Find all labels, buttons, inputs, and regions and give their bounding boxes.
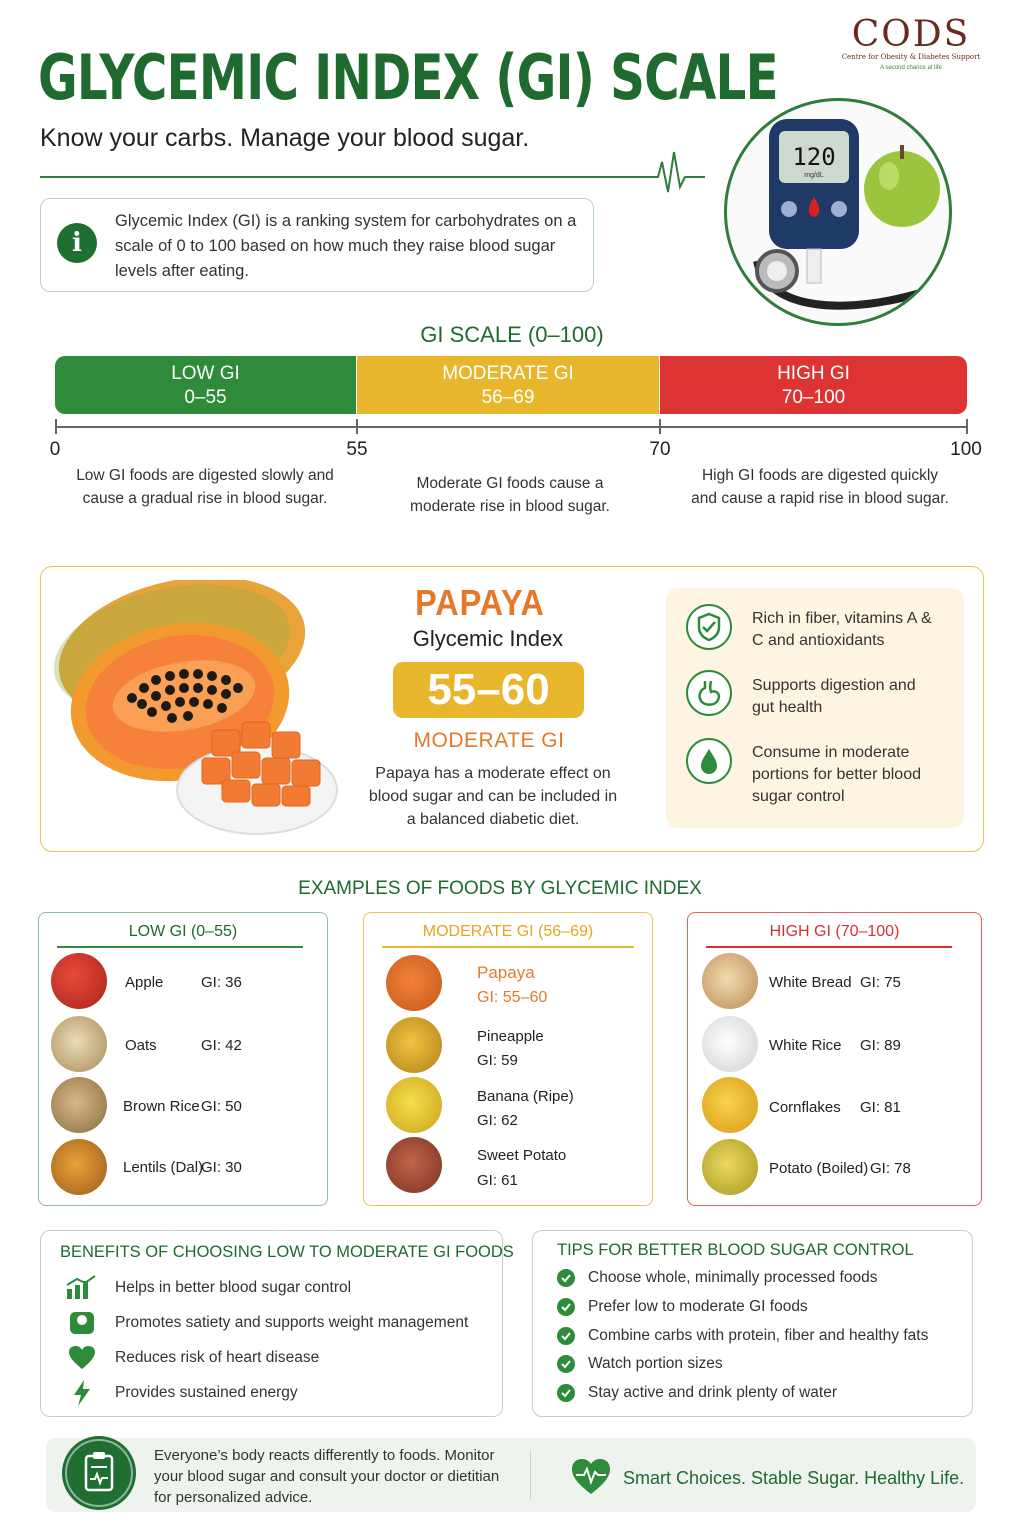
food-gi: GI: 50	[201, 1098, 242, 1115]
stomach-icon	[686, 670, 732, 716]
lightning-icon	[72, 1379, 92, 1407]
papaya-icon	[386, 955, 442, 1011]
divider	[530, 1450, 531, 1500]
scale-title: GI SCALE (0–100)	[420, 322, 604, 347]
scale-segment-low	[55, 356, 356, 414]
segment-range: 0–55	[184, 387, 227, 408]
logo-name: CODS	[851, 14, 971, 55]
divider	[706, 946, 952, 948]
food-name: Papaya	[477, 963, 535, 982]
card-title: MODERATE GI (56–69)	[422, 923, 594, 940]
axis-tick	[356, 419, 358, 434]
divider	[382, 946, 634, 948]
tip-text: Stay active and drink plenty of water	[588, 1384, 837, 1401]
papaya-benefit-text: Supports digestion and gut health	[752, 677, 916, 716]
papaya-gi-label: Glycemic Index	[412, 626, 564, 651]
benefit-text: Provides sustained energy	[115, 1384, 298, 1401]
tip-text: Prefer low to moderate GI foods	[588, 1298, 808, 1315]
page-subtitle: Know your carbs. Manage your blood sugar.	[40, 124, 530, 152]
tip-text: Choose whole, minimally processed foods	[588, 1269, 878, 1286]
cods-logo	[836, 14, 986, 71]
divider	[57, 946, 303, 948]
high-gi-foods-card	[687, 912, 982, 1206]
heartbeat-divider	[40, 140, 705, 196]
papaya-illustration	[52, 580, 352, 842]
food-gi: GI: 59	[477, 1052, 518, 1069]
scale-icon	[68, 1310, 96, 1336]
food-name: White Rice	[769, 1037, 842, 1054]
shield-check-icon	[686, 604, 732, 650]
white-rice-icon	[702, 1016, 758, 1072]
food-name: Apple	[125, 974, 164, 991]
food-name: Potato (Boiled)	[769, 1160, 869, 1177]
chart-icon	[65, 1275, 99, 1301]
segment-label: LOW GI	[171, 363, 240, 384]
gi-definition-text: Glycemic Index (GI) is a ranking system for carbohydrates on a scale of 0 to 100 based on how much they raise blood sugar levels after eating.	[115, 212, 577, 280]
food-name: Brown Rice	[123, 1098, 200, 1115]
papaya-benefit-text: Rich in fiber, vitamins A & C and antioxidants	[752, 610, 932, 649]
axis-tick-label: 100	[950, 439, 982, 460]
food-gi: GI: 61	[477, 1172, 518, 1189]
moderate-gi-description: Moderate GI foods cause a moderate rise in blood sugar.	[410, 475, 610, 515]
segment-label: MODERATE GI	[442, 363, 574, 384]
oats-icon	[51, 1016, 107, 1072]
papaya-gi-value: 55–60	[393, 662, 584, 718]
food-gi: GI: 42	[201, 1037, 242, 1054]
food-gi: GI: 55–60	[477, 989, 548, 1006]
low-gi-foods-card	[38, 912, 328, 1206]
info-icon: i	[57, 223, 97, 263]
papaya-description: Papaya has a moderate effect on blood sugar and can be included in a balanced diabetic diet.	[368, 765, 618, 828]
food-name: Banana (Ripe)	[477, 1088, 574, 1105]
check-icon	[557, 1384, 575, 1402]
check-icon	[557, 1298, 575, 1316]
food-gi: GI: 30	[201, 1159, 242, 1176]
food-name: White Bread	[769, 974, 852, 991]
lentils-icon	[51, 1139, 107, 1195]
clipboard-icon	[62, 1436, 136, 1510]
sweet-potato-icon	[386, 1137, 442, 1193]
food-gi: GI: 81	[860, 1099, 901, 1116]
food-name: Cornflakes	[769, 1099, 841, 1116]
tips-title: TIPS FOR BETTER BLOOD SUGAR CONTROL	[557, 1241, 914, 1259]
water-drop-icon	[686, 738, 732, 784]
food-gi: GI: 75	[860, 974, 901, 991]
food-name: Oats	[125, 1037, 157, 1054]
footer-note: Everyone’s body reacts differently to foods. Monitor your blood sugar and consult your doctor or dietitian for personalized advice.	[154, 1447, 500, 1506]
high-gi-description: High GI foods are digested quickly and cause a rapid rise in blood sugar.	[691, 467, 949, 507]
axis-tick-label: 0	[49, 439, 61, 460]
cornflakes-icon	[702, 1077, 758, 1133]
examples-title: EXAMPLES OF FOODS BY GLYCEMIC INDEX	[298, 878, 702, 899]
bread-icon	[702, 953, 758, 1009]
slogan: Smart Choices. Stable Sugar. Healthy Life.	[623, 1468, 965, 1488]
papaya-benefits-card	[666, 588, 964, 828]
scale-segment-moderate	[357, 356, 659, 414]
banana-icon	[386, 1077, 442, 1133]
meter-unit: mg/dL	[804, 172, 824, 179]
meter-reading: 120	[792, 143, 836, 171]
page-title: GLYCEMIC INDEX (GI) SCALE	[38, 41, 778, 114]
logo-tagline: A second chance at life	[880, 65, 942, 71]
segment-label: HIGH GI	[777, 363, 850, 384]
benefits-title: BENEFITS OF CHOOSING LOW TO MODERATE GI FOODS	[60, 1243, 514, 1261]
food-gi: GI: 78	[870, 1160, 911, 1177]
food-gi: GI: 89	[860, 1037, 901, 1054]
tip-text: Combine carbs with protein, fiber and healthy fats	[588, 1327, 929, 1344]
axis-tick	[659, 419, 661, 434]
glucose-meter-illustration	[724, 98, 952, 326]
food-name: Sweet Potato	[477, 1147, 567, 1164]
papaya-gi-category: MODERATE GI	[413, 729, 565, 752]
check-icon	[557, 1269, 575, 1287]
scale-segment-high	[660, 356, 967, 414]
segment-range: 56–69	[481, 387, 535, 408]
heart-icon	[68, 1345, 96, 1371]
benefit-text: Promotes satiety and supports weight management	[115, 1314, 469, 1331]
papaya-title: PAPAYA	[415, 582, 545, 623]
benefit-text: Helps in better blood sugar control	[115, 1279, 352, 1296]
card-title: HIGH GI (70–100)	[769, 923, 900, 940]
gi-definition-box	[40, 198, 594, 292]
food-name: Pineapple	[477, 1028, 544, 1045]
card-title: LOW GI (0–55)	[128, 923, 238, 940]
papaya-benefit-text: Consume in moderate portions for better blood sugar control	[752, 744, 921, 805]
low-gi-description: Low GI foods are digested slowly and cause a gradual rise in blood sugar.	[76, 467, 334, 507]
axis-tick	[55, 419, 57, 434]
food-gi: GI: 36	[201, 974, 242, 991]
pineapple-icon	[386, 1017, 442, 1073]
logo-subtitle: Centre for Obesity & Diabetes Support	[841, 53, 981, 61]
tip-text: Watch portion sizes	[588, 1355, 723, 1372]
brown-rice-icon	[51, 1077, 107, 1133]
potato-icon	[702, 1139, 758, 1195]
check-icon	[557, 1327, 575, 1345]
apple-icon	[51, 953, 107, 1009]
food-gi: GI: 62	[477, 1112, 518, 1129]
heart-pulse-icon	[570, 1458, 612, 1496]
benefit-text: Reduces risk of heart disease	[115, 1349, 320, 1366]
check-icon	[557, 1355, 575, 1373]
scale-axis	[55, 426, 967, 428]
axis-tick-label: 55	[346, 439, 368, 460]
axis-tick	[966, 419, 968, 434]
moderate-gi-foods-card	[363, 912, 653, 1206]
food-name: Lentils (Dal)	[123, 1159, 204, 1176]
axis-tick-label: 70	[649, 439, 671, 460]
segment-range: 70–100	[781, 387, 846, 408]
benefits-box	[40, 1230, 514, 1417]
footer-banner	[46, 1438, 976, 1512]
tips-box	[532, 1230, 973, 1417]
